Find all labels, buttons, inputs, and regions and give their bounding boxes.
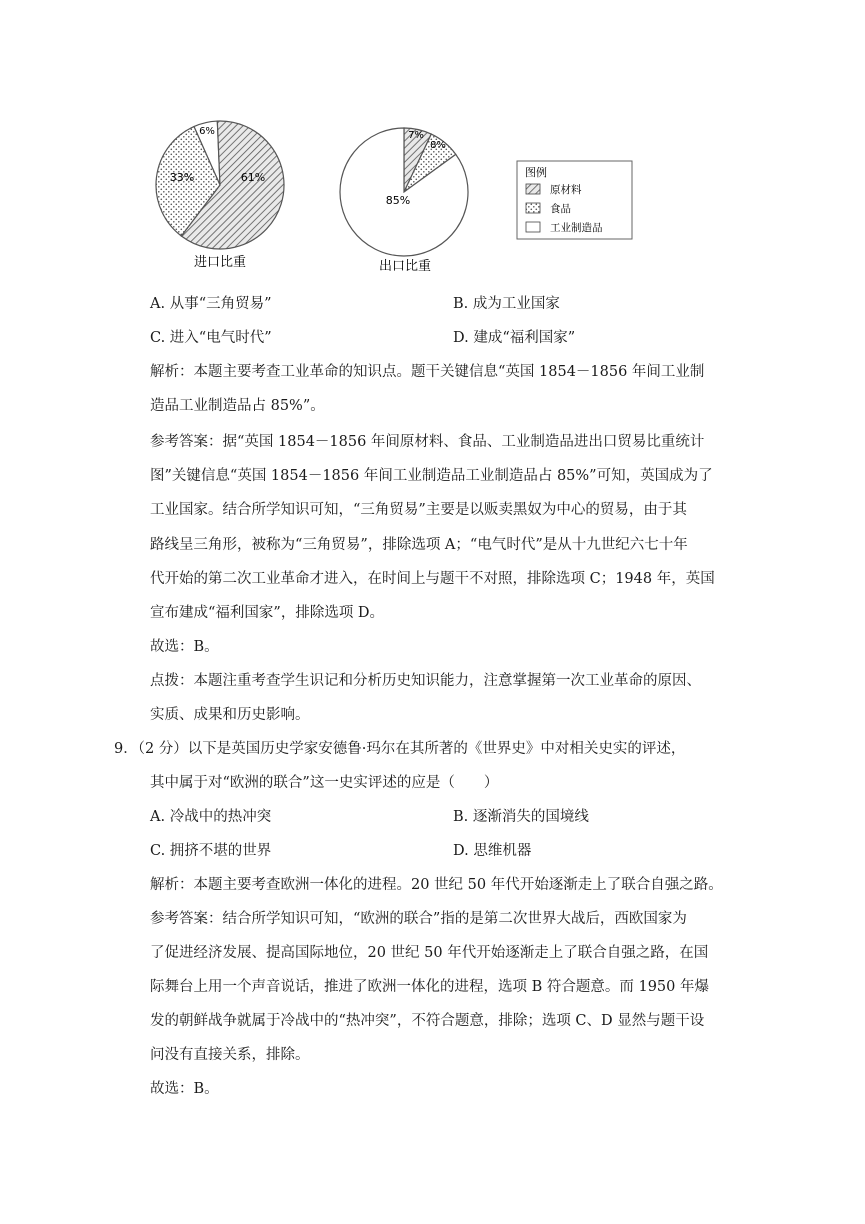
legend-manufactured: 工业制造品 [550,222,603,234]
q8-answer-line: 参考答案：据“英国 1854－1856 年间原材料、食品、工业制造品进出口贸易比重统计 [150,434,705,450]
legend [517,161,632,239]
q9-option-a: A. 冷战中的热冲突 [150,809,272,825]
q8-choice: 故选：B。 [150,639,219,655]
q9-analysis: 解析：本题主要考查欧洲一体化的进程。20 世纪 50 年代开始逐渐走上了联合自强之路。 [150,877,723,893]
legend-swatch-raw [526,184,540,194]
export-pct-manufactured: 85% [385,194,411,207]
legend-swatch-food [526,203,540,213]
q9-option-d: D. 思维机器 [453,843,532,859]
q9-answer-line: 发的朝鲜战争就属于冷战中的“热冲突”，不符合题意，排除；选项 C、D 显然与题干设 [150,1013,705,1029]
q8-tip-line: 实质、成果和历史影响。 [150,707,310,723]
q9-answer-line: 了促进经济发展、提高国际地位，20 世纪 50 年代开始逐渐走上了联合自强之路，在国 [150,945,709,961]
import-pct-food: 33% [169,171,195,184]
q8-option-d: D. 建成“福利国家” [453,330,576,346]
export-pct-raw: 7% [408,130,424,141]
import-pie [156,121,284,249]
export-pie [340,128,468,256]
trade-figure [140,108,660,283]
legend-food: 食品 [550,203,571,215]
pie-charts-svg [140,108,660,283]
q8-answer-line: 路线呈三角形，被称为“三角贸易”，排除选项 A；“电气时代”是从十九世纪六七十年 [150,537,688,553]
legend-raw: 原材料 [550,184,582,196]
q8-option-a: A. 从事“三角贸易” [150,296,272,312]
import-pct-raw: 61% [240,171,266,184]
q8-option-b: B. 成为工业国家 [453,296,560,312]
export-pie-label: 出口比重 [378,259,432,274]
export-pct-food: 8% [430,140,446,151]
q8-answer-line: 宣布建成“福利国家”，排除选项 D。 [150,605,385,621]
legend-title: 图例 [525,166,547,179]
import-pie-label: 进口比重 [193,255,247,270]
q8-answer-line: 工业国家。结合所学知识可知，“三角贸易”主要是以贩卖黑奴为中心的贸易，由于其 [150,502,687,518]
q8-option-c: C. 进入“电气时代” [150,330,272,346]
q9-option-b: B. 逐渐消失的国境线 [453,809,589,825]
q9-stem-line: 9．（2 分）以下是英国历史学家安德鲁·玛尔在其所著的《世界史》中对相关史实的评述， [114,741,686,757]
q8-answer-line: 图”关键信息“英国 1854－1856 年间工业制造品工业制造品占 85%”可知，英国成为了 [150,468,713,484]
q8-analysis-line: 解析：本题主要考查工业革命的知识点。题干关键信息“英国 1854－1856 年间工业制 [150,364,705,380]
q9-answer-line: 问没有直接关系，排除。 [150,1047,310,1063]
q9-answer-line: 参考答案：结合所学知识可知，“欧洲的联合”指的是第二次世界大战后，西欧国家为 [150,911,687,927]
q9-answer-line: 际舞台上用一个声音说话，推进了欧洲一体化的进程，选项 B 符合题意。而 1950 年爆 [150,979,709,995]
legend-swatch-manufactured [526,222,540,232]
q9-option-c: C. 拥挤不堪的世界 [150,843,272,859]
q9-stem-line: 其中属于对“欧洲的联合”这一史实评述的应是（ ） [150,775,499,791]
q8-tip-line: 点拨：本题注重考查学生识记和分析历史知识能力，注意掌握第一次工业革命的原因、 [150,673,701,689]
q8-analysis-line: 造品工业制造品占 85%”。 [150,398,325,414]
import-pct-manufactured: 6% [199,126,215,137]
q8-answer-line: 代开始的第二次工业革命才进入，在时间上与题干不对照，排除选项 C；1948 年，英国 [150,571,715,587]
q9-choice: 故选：B。 [150,1081,219,1097]
